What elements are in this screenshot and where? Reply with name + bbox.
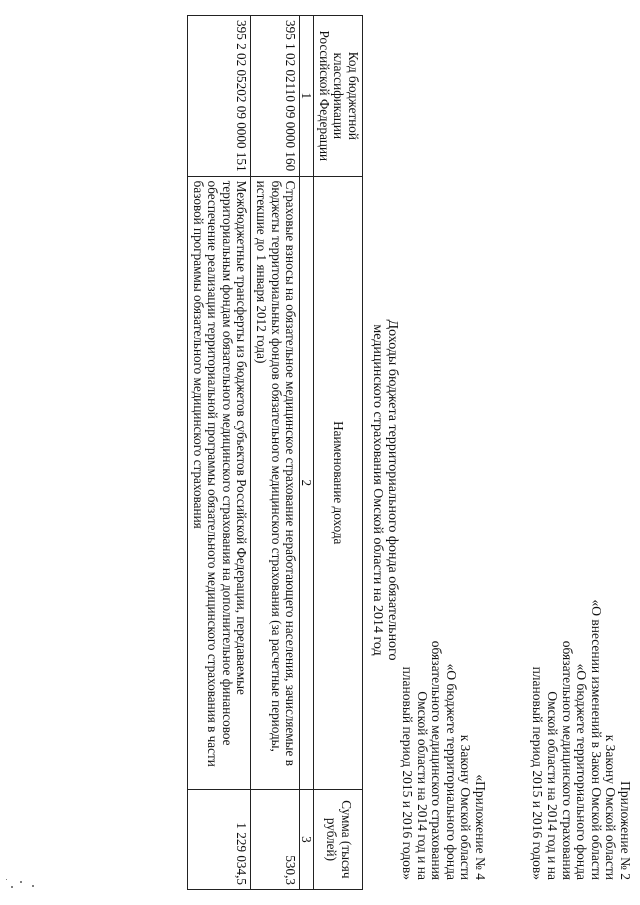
column-number-row [300, 16, 314, 890]
appendix-line: обязательного медицинского страхования [429, 640, 445, 880]
appendix-line: «О бюджете территориального фонда [443, 663, 459, 880]
appendix-line: обязательного медицинского страхования [559, 640, 575, 880]
appendix-line: Приложение № 2 [618, 781, 633, 880]
header-code: Код бюджетной классификации Российской Федерации [314, 16, 363, 177]
appendix-line: «О бюджете территориального фонда [574, 663, 590, 880]
income-table [187, 15, 363, 890]
column-number: 3 [300, 789, 314, 889]
row-sum: 1 229 034,5 [188, 789, 251, 889]
column-number: 2 [300, 176, 314, 789]
table-row [188, 16, 251, 890]
row-code: 395 2 02 05202 09 0000 151 [188, 16, 251, 177]
scan-artifact [0, 855, 40, 895]
column-number: 1 [300, 16, 314, 177]
appendix-line: «О внесении изменений в Закон Омской области [588, 599, 604, 880]
appendix-line: Омской области на 2014 год и на [414, 691, 430, 880]
appendix-line: плановый период 2015 и 2016 годов» [530, 666, 546, 880]
table-row [251, 16, 300, 890]
row-code: 395 1 02 02110 09 0000 160 [251, 16, 300, 177]
row-sum: 530,3 [251, 789, 300, 889]
appendix-line: к Закону Омской области [458, 734, 474, 880]
title-line: медицинского страхования Омской области на 2014 год [370, 324, 385, 656]
header-sum: Сумма (тысяч рублей) [314, 789, 363, 889]
row-name: Межбюджетные трансферты из бюджетов субъектов Российской Федерации, передаваемые территориальным фондам обязательного медицинского страхования на дополнительное финансовое обеспечение реализации территориальной программы обязательного медицинского страхования в части базовой программы обязательного медицинского страхования [188, 176, 251, 789]
appendix-main-heading [530, 599, 632, 880]
appendix-line: к Закону Омской области [603, 734, 619, 880]
appendix-line: плановый период 2015 и 2016 годов» [400, 666, 416, 880]
header-name: Наименование дохода [314, 176, 363, 789]
title-line: Доходы бюджета территориального фонда обязательного [385, 319, 400, 661]
appendix-line: Омской области на 2014 год и на [545, 691, 561, 880]
appendix-line: «Приложение № 4 [473, 774, 488, 880]
row-name: Страховые взносы на обязательное медицинское страхование неработающего населения, зачисляемые в бюджеты территориальных фондов обязательного медицинского страхования (за расчетные периоды, истекшие до 1 января 2012 года) [251, 176, 300, 789]
document-title [370, 240, 400, 740]
table-header-row [314, 16, 363, 890]
appendix-ref-heading [399, 641, 487, 880]
